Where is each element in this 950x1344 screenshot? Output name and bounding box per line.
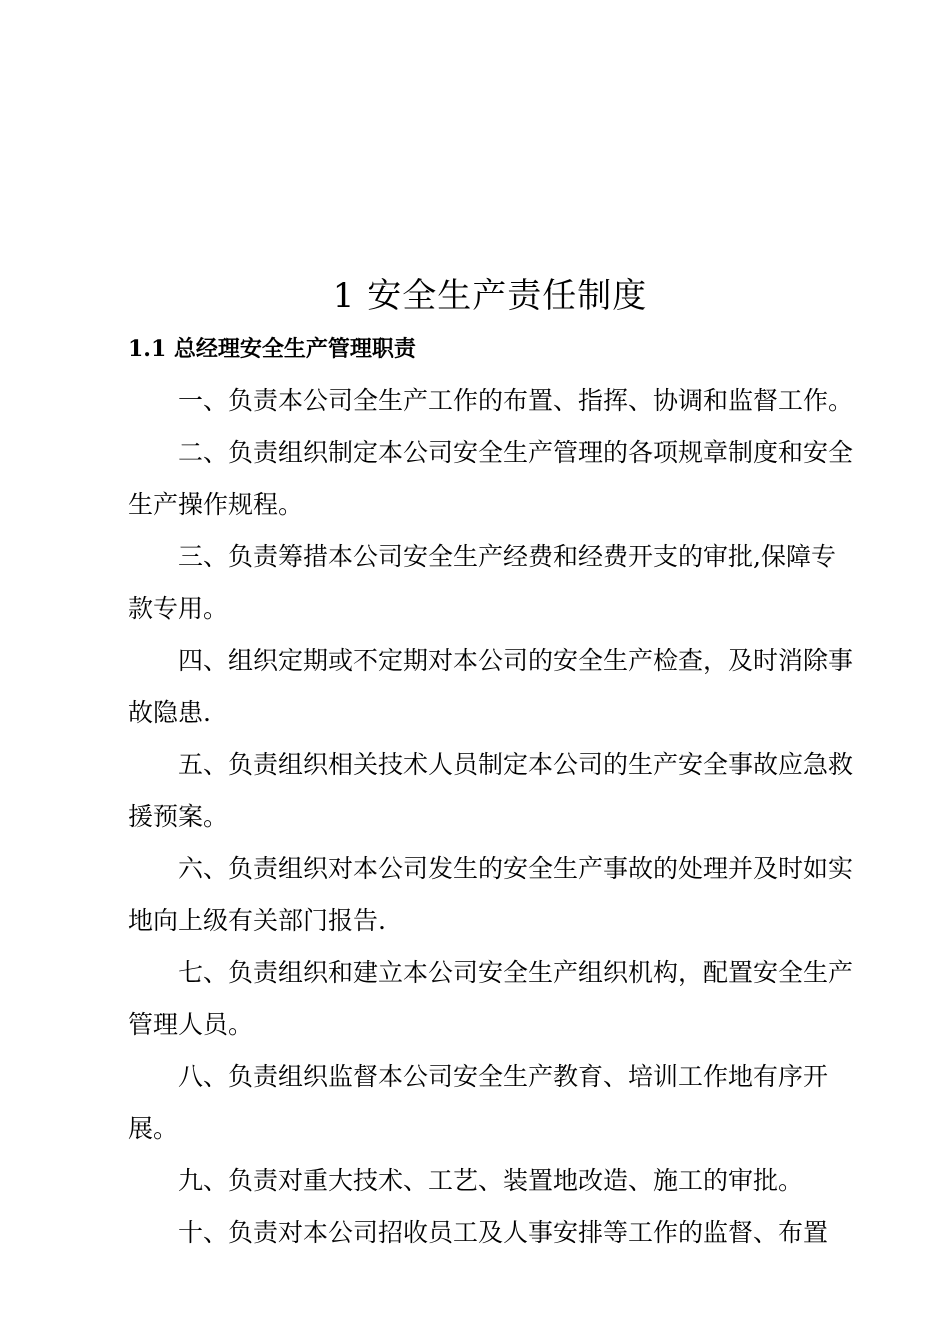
paragraph-4: 四、组织定期或不定期对本公司的安全生产检查，及时消除事故隐患. xyxy=(128,646,854,727)
document-title: 1 安全生产责任制度 xyxy=(332,276,648,316)
paragraph-1: 一、负责本公司全生产工作的布置、指挥、协调和监督工作。 xyxy=(178,386,854,415)
paragraph-10: 十、负责对本公司招收员工及人事安排等工作的监督、布置 xyxy=(178,1218,829,1247)
paragraph-9: 九、负责对重大技术、工艺、装置地改造、施工的审批。 xyxy=(178,1166,804,1195)
paragraph-2: 二、负责组织制定本公司安全生产管理的各项规章制度和安全生产操作规程。 xyxy=(128,438,854,519)
paragraph-5: 五、负责组织相关技术人员制定本公司的生产安全事故应急救援预案。 xyxy=(128,750,854,831)
paragraph-7: 七、负责组织和建立本公司安全生产组织机构，配置安全生产管理人员。 xyxy=(128,958,854,1039)
body-text xyxy=(128,375,858,1259)
section-heading: 1.1 总经理安全生产管理职责 xyxy=(128,336,416,362)
paragraph-8: 八、负责组织监督本公司安全生产教育、培训工作地有序开展。 xyxy=(128,1062,829,1143)
paragraph-3: 三、负责筹措本公司安全生产经费和经费开支的审批,保障专款专用。 xyxy=(128,542,836,623)
paragraph-6: 六、负责组织对本公司发生的安全生产事故的处理并及时如实地向上级有关部门报告. xyxy=(128,854,854,935)
